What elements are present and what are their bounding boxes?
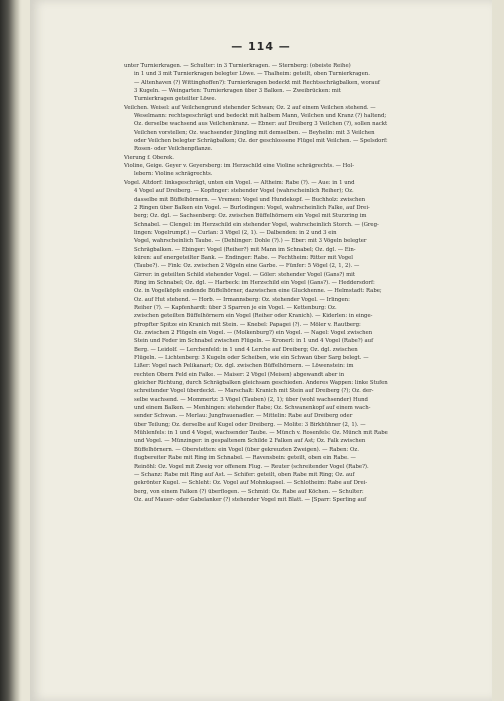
text-line: Vogel. Altdorf: linksgeschrägt, unten ein Vogel. — Altheim: Rabe (?). — Aue: in 1 und — [124, 179, 355, 186]
text-line: Berg. — Leidolf. — Lerchenfeld: in 1 und 4 Lerche auf Dreiberg; Oz. dgl. zwischen — [134, 346, 358, 353]
text-line: Oz. auf Mauer- oder Gabelanker (?) stehender Vogel mit Blatt. — [Sparr: Sperling auf — [134, 496, 367, 503]
text-line: Veilchen vorstellen; Oz. wachsender Jüngling mit demselben. — Beyhelin: mit 3 Veilchen — [134, 129, 375, 136]
text-line: Veilchen. Weisel: auf Veilchengrund stehender Schwan; Oz. 2 auf einem Veilchen stehend. — — [124, 104, 376, 111]
text-line: Turnierkragen geteilter Löwe. — [134, 96, 217, 103]
page-sheet — [30, 0, 492, 701]
text-line: oder Veilchen belegter Schrägbalken; Oz. der geschlossene Flügel mit Veilchen. — Spelsdorf: — [134, 138, 388, 145]
text-line: unter Turnierkragen. — Schulter: in 3 Turnierkragen. — Sternberg: (obeiste Reihe) — [124, 63, 351, 69]
text-line: in 1 und 3 mit Turnierkragen belegter Löwe. — Thalheim: geteilt, oben Turnierkragen. — [134, 71, 370, 78]
text-line: — Schanz: Rabe mit Ring auf Ast. — Schifer: geteilt, oben Rabe mit Ring; Oz. auf — [134, 471, 355, 478]
text-line: lebern: Violine schrägrechts. — [134, 171, 213, 178]
text-line: Reiher (?). — Kapfenhardt: über 3 Sparren je ein Vogel. — Kettenburg: Oz. — [134, 304, 337, 311]
text-line: zwischen geteilten Büffelhörnern ein Vogel (Reiher oder Kranich). — Kiderlen: in einge- — [134, 313, 373, 320]
text-line: lingen: Vogelrumpf.) — Curlan: 3 Vögel (2, 1). — Dalbenden: in 2 und 3 ein — [134, 229, 337, 236]
text-line: sender Schwan. — Merlau: Jungfrauenadler. — Mittelin: Rabe auf Dreiberg oder — [134, 413, 353, 420]
text-line: Ring im Schnabel; Oz. dgl. — Harbeck: im Herzschild ein Vogel (Gans?). — Heddersdorf: — [134, 279, 375, 286]
text-line: Oz. in Vogelköpfe endende Büffelhörner, dazwischen eine Gluckhenne. — Helmstadt: Rabe; — [134, 288, 382, 295]
text-line: Vierung f. Oberek. — [124, 154, 174, 161]
text-line: pfropfter Spitze ein Kranich mit Stein. — Knebel: Papagei (?). — Möler v. Rautberg: — [134, 321, 361, 328]
text-line: — Altenhaven (?) Wittinghoffen?): Turnierkragen bedeckt mit Rechtsschrägbalken, worauf — [134, 79, 380, 86]
text-line: 2 Ringen über Balken ein Vogel. — Burlodingen: Vogel, wahrscheinlich Falke, auf Drei- — [134, 204, 370, 211]
text-line: Weselmann: rechtsgeschrägt und bedeckt mit halbem Mann, Veilchen und Kranz (?) haltend; — [134, 113, 387, 120]
text-line: Lißer: Vogel nach Pelikanart; Oz. dgl. zwischen Büffelhörnern. — Löwenstein: im — [134, 363, 354, 370]
text-line: Rosen- oder Veilchenpflanze. — [134, 146, 213, 153]
text-line: Oz. auf Hut stehend. — Horb. — Irmannsberg: Oz. stehender Vogel. — Irlingen: — [134, 296, 350, 303]
text-line: Girrer: in geteilten Schild stehender Vogel. — Göler: stehender Vogel (Gans?) mit — [134, 271, 356, 278]
text-line: Vogel, wahrscheinlich Taube. — (Dehlinger: Dohle (?).) — Eber: mit 3 Vögeln belegter — [134, 238, 367, 245]
text-line: Schrägbalken. — Ebinger: Vogel (Reiher?) mit Mann im Schnabel; Oz. dgl. — Ein- — [134, 246, 356, 253]
text-line: rechten Obern Feld ein Falke. — Maiser: 2 Vögel (Meisen) abgewandt aber in — [134, 371, 345, 378]
text-line: und einem Balken. — Menhingen: stehender Rabe; Oz. Schwanenkopf auf einem wach- — [134, 405, 371, 412]
text-line: 4 Vogel auf Dreiberg. — Kopfinger: stehender Vogel (wahrscheinlich Reiher); Oz. — [134, 188, 354, 195]
text-line: Flügeln. — Lichtenberg: 3 Kugeln oder Scheiben, wie ein Schwan über Sarg belegt. — — [134, 355, 369, 362]
text-line: Stein und Feder im Schnabel zwischen Flügeln. — Kronerl: in 1 und 4 Vogel (Rabe?) auf — [134, 338, 374, 345]
text-line: Mühlenfels: in 1 und 4 Vogel, wachsender Taube. — Münch v. Rosenfels: Oz. Münch mit Rabe — [134, 430, 388, 437]
text-line: Oz. derselbe wachsend aus Veilchenkranz. — Ebner: auf Dreiberg 3 Veilchen (?), sollen nackt — [134, 121, 388, 128]
text-line: berg; Oz. dgl. — Sachsenberg: Oz. zwischen Büffelhörnern ein Vogel mit Sturzring im — [134, 213, 367, 220]
text-line: gleicher Richtung, durch Schrägbalken gleichsam geschieden. Anderes Wappen: linke Stufen — [134, 380, 388, 387]
text-line: 3 Kugeln. — Weingarten: Turnierkragen über 3 Balken. — Zweibrücken: mit — [134, 88, 341, 95]
text-line: küren: auf energeteilter Bank. — Endinger: Rabe. — Fechtheim: Ritter mit Vogel — [134, 254, 353, 261]
text-line: schreitender Vogel überdeckt. — Marschalt: Kranich mit Stein auf Dreiberg (?); Oz. der- — [134, 388, 374, 395]
text-line: und Vogel. — Münzinger: in gespaltenem Schilde 2 Falken auf Ast; Oz. Falk zwischen — [134, 438, 366, 445]
body-text — [124, 62, 468, 504]
text-line: über Teilung; Oz. derselbe auf Kugel oder Dreiberg. — Molite: 3 Birkhühner (2, 1). — — [134, 421, 366, 428]
text-line: Schnabel. — Clengel: im Herzschild ein stehender Vogel, wahrscheinlich Storch. — (Greg- — [134, 221, 379, 228]
text-line: gekrönter Kugel. — Schleht: Oz. Vogel auf Mohnkapsel. — Schlotheim: Rabe auf Drei- — [134, 480, 368, 487]
text-line: Reinöhl: Oz. Vogel mit Zweig vor offenem Flug. — Reuter (schreitender Vogel (Rabe?). — [134, 463, 369, 470]
text-line: selbe wachsend. — Mommertz: 3 Vögel (Tauben) (2, 1); über (wohl wachsender) Hund — [134, 396, 368, 403]
page-number: — 114 — — [231, 40, 291, 53]
text-line: (Taube?). — Fink: Oz. zwischen 2 Vögeln eine Garbe. — Fünfer: 5 Vögel (2, 1, 2). — — [134, 263, 360, 270]
text-line: Oz. zwischen 2 Flügeln ein Vogel. — (Molkenburg?) ein Vogel. — Nagel: Vogel zwischen — [134, 330, 373, 336]
text-line: Büffelhörnern. — Oberstetten: ein Vogel (über gekreuzten Zweigen). — Raben: Oz. — [134, 446, 359, 453]
text-line: flugbereiter Rabe mit Ring im Schnabel. — Ravensbein: geteilt, oben ein Rabe. — — [134, 455, 356, 462]
text-line: Violine, Geige. Geyer v. Geyersberg: im Herzschild eine Violine schrägrechts. — Hol- — [124, 163, 355, 170]
book-binding-shadow — [0, 0, 20, 701]
text-line: dasselbe mit Büffelhörnern. — Vremen: Vogel und Hundekopf. — Buchholz: zwischen — [134, 196, 366, 203]
text-line: berg, von einem Falken (?) überflogen. — Schmid: Oz. Rabe auf Köchen. — Schulter: — [134, 488, 364, 495]
